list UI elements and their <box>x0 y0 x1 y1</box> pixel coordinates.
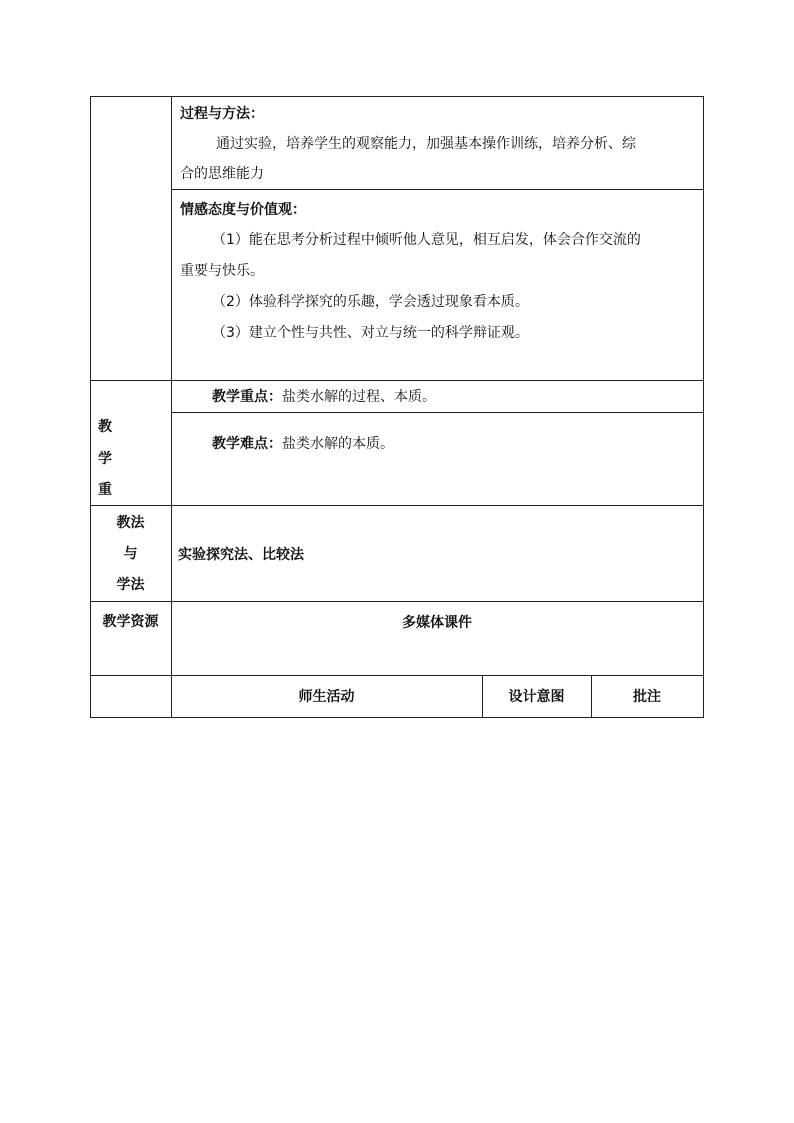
row-divider <box>171 412 704 413</box>
header-design-intent: 设计意图 <box>508 689 565 705</box>
teaching-focus <box>212 387 436 407</box>
teaching-focus-text: 盐类水解的过程、本质。 <box>282 389 436 405</box>
emotion-values-item: 重要与快乐。 <box>180 263 264 279</box>
teaching-difficulty-label: 教学难点： <box>212 436 282 452</box>
methods-label-char: 学法 <box>116 577 145 593</box>
row-divider <box>171 189 704 190</box>
methods-label-char: 与 <box>123 546 138 562</box>
lesson-plan-table <box>90 96 704 718</box>
resources-text: 多媒体课件 <box>402 615 472 631</box>
border-top <box>90 96 704 97</box>
header-teacher-student-activity: 师生活动 <box>298 689 355 705</box>
header-annotation: 批注 <box>633 689 661 705</box>
row-divider <box>90 380 704 381</box>
row-divider <box>90 601 704 602</box>
process-methods-line: 通过实验，培养学生的观察能力，加强基本操作训练，培养分析、综 <box>216 136 636 152</box>
key-points-label-char: 学 <box>98 451 112 467</box>
teaching-difficulty <box>212 434 394 454</box>
methods-text: 实验探究法、比较法 <box>178 547 304 563</box>
emotion-values-item: （3）建立个性与共性、对立与统一的科学辩证观。 <box>212 325 529 341</box>
emotion-values-heading: 情感态度与价值观： <box>180 202 306 218</box>
emotion-values-item: （1）能在思考分析过程中倾听他人意见，相互启发，体会合作交流的 <box>212 232 641 248</box>
resources-label: 教学资源 <box>102 614 159 630</box>
row-divider <box>90 675 704 676</box>
methods-label-char: 教法 <box>116 515 145 531</box>
border-bottom <box>90 717 704 718</box>
process-methods-line: 合的思维能力 <box>180 166 264 182</box>
row-divider <box>90 505 704 506</box>
teaching-difficulty-text: 盐类水解的本质。 <box>282 436 394 452</box>
emotion-values-item: （2）体验科学探究的乐趣，学会透过现象看本质。 <box>212 294 529 310</box>
process-methods-heading: 过程与方法： <box>180 106 264 122</box>
key-points-label-char: 重 <box>98 482 112 498</box>
teaching-focus-label: 教学重点： <box>212 389 282 405</box>
key-points-label-char: 教 <box>98 419 112 435</box>
